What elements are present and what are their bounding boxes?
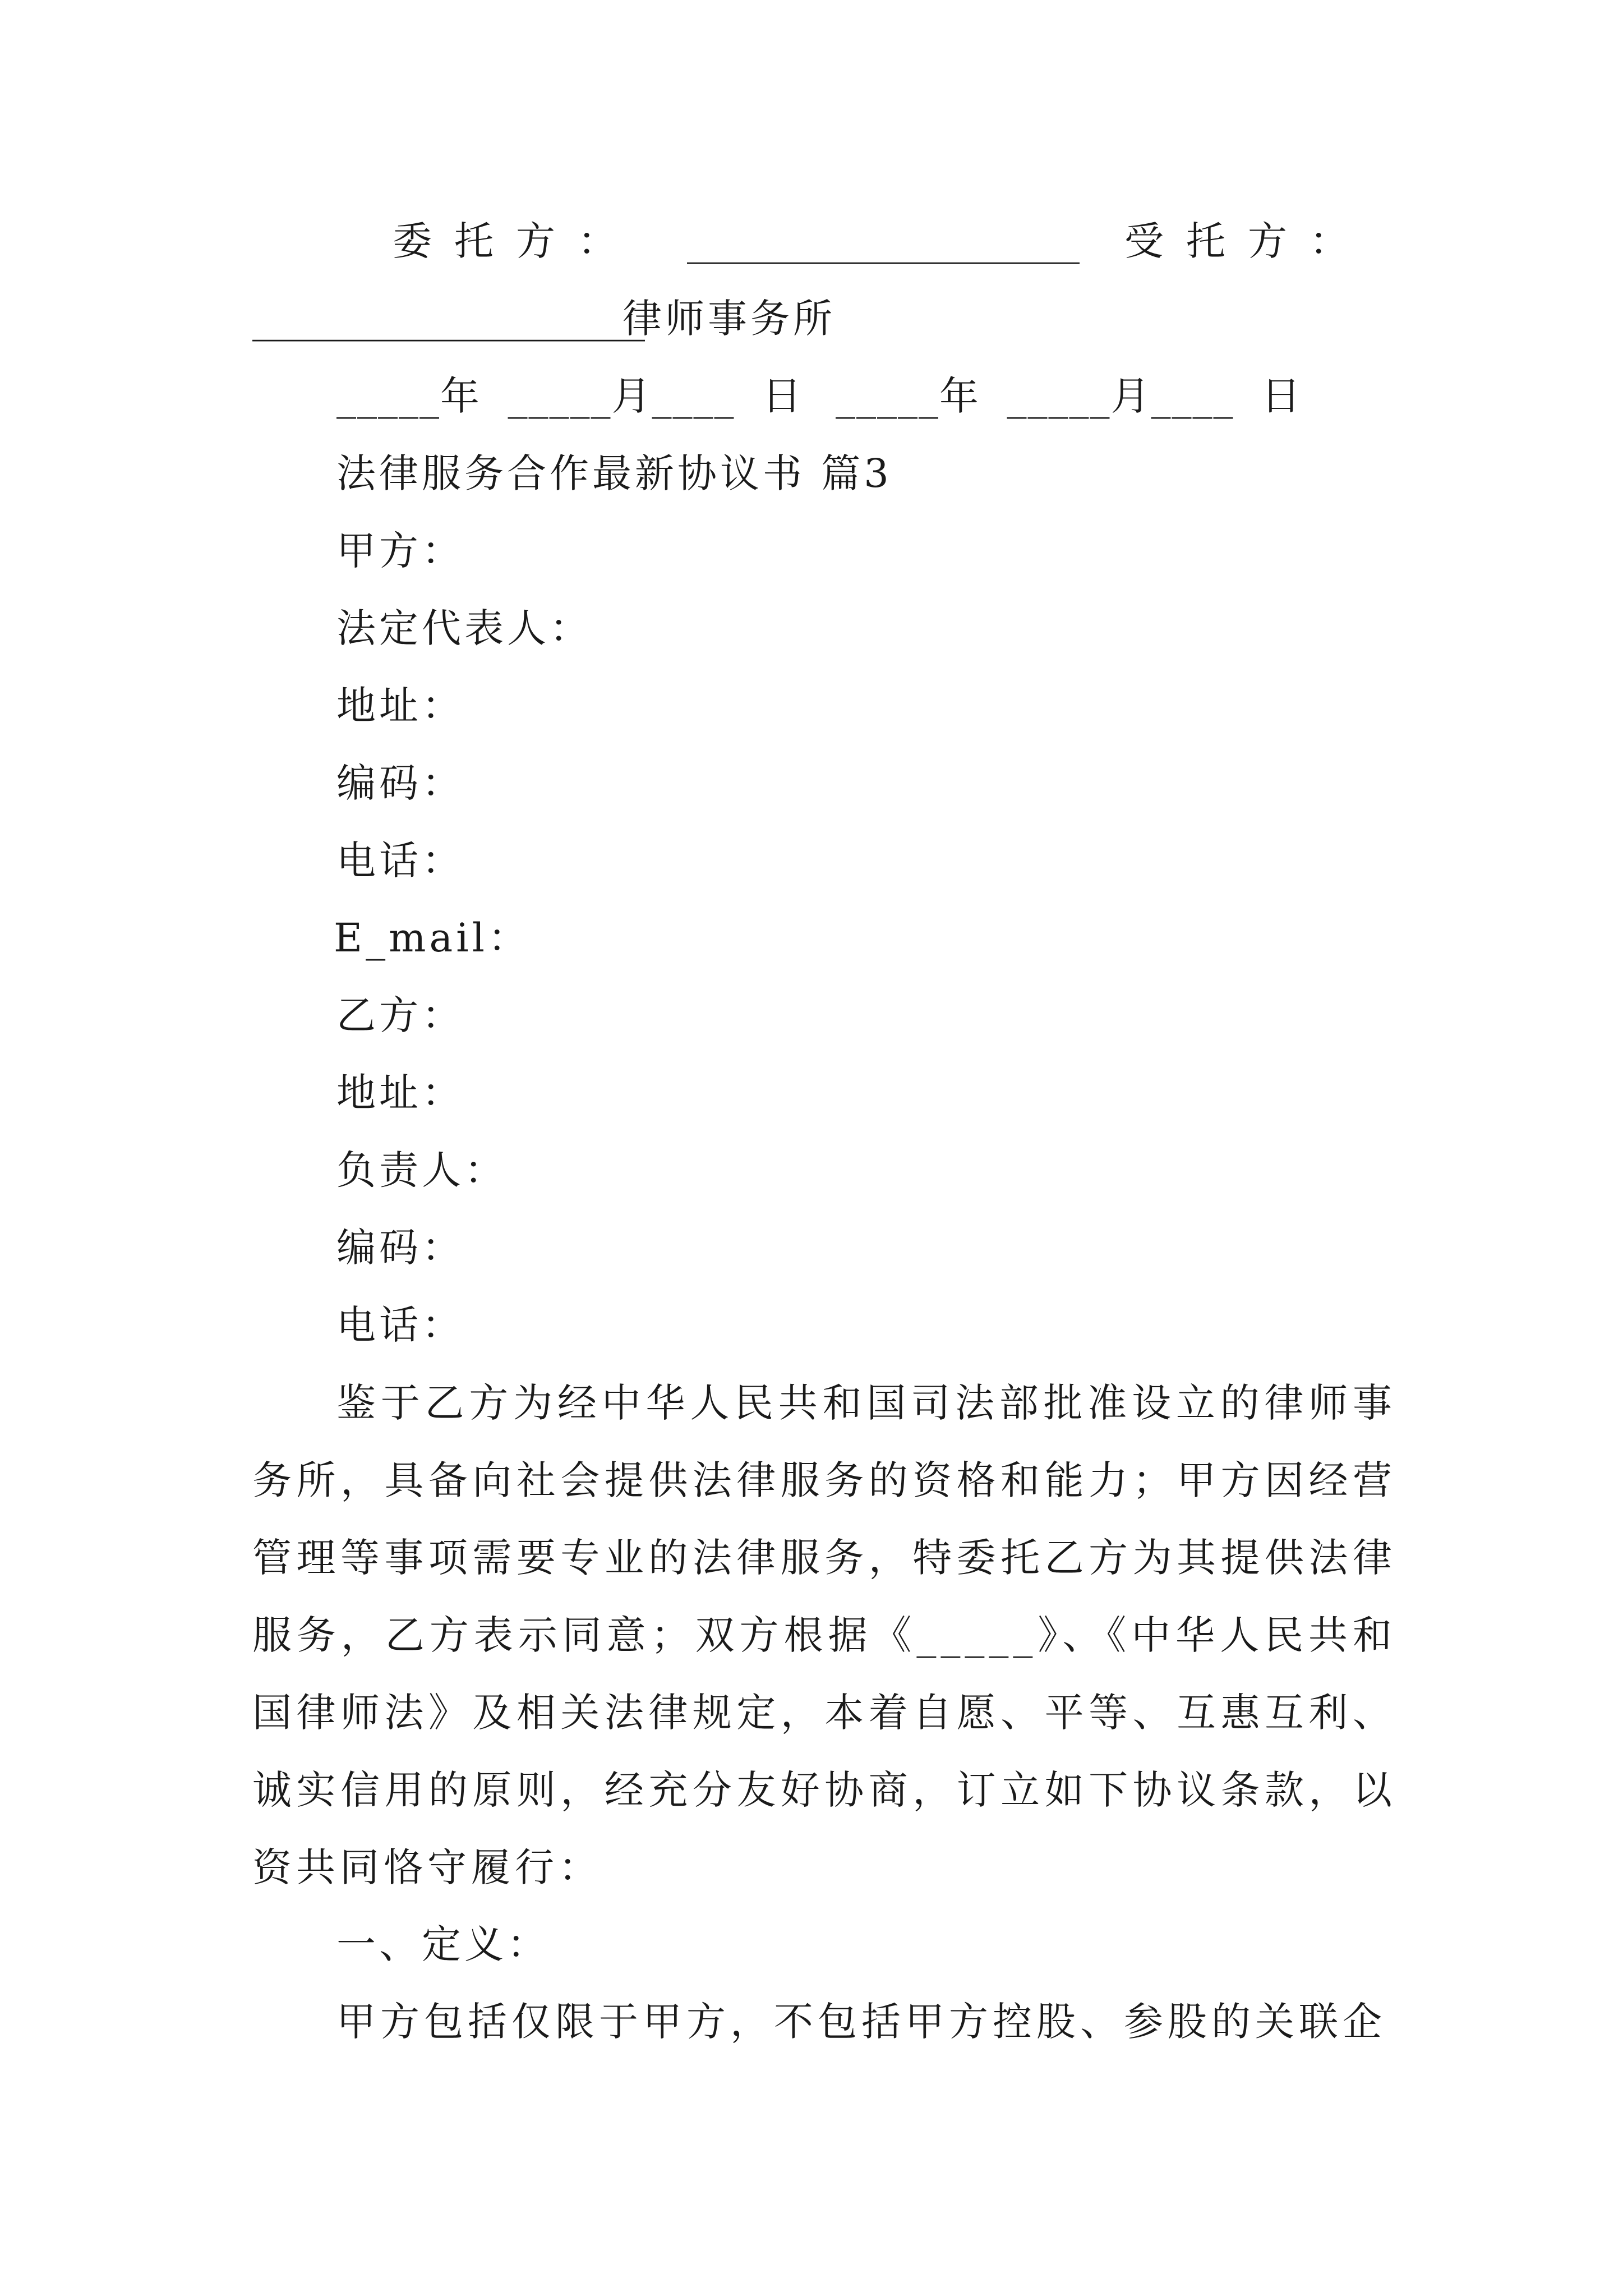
party-a-rep-label: 法定代表人： — [336, 605, 592, 651]
firm-blank: ____________________ — [252, 296, 645, 342]
client-label: 委托方： — [393, 218, 639, 264]
date-left: _____年 _____月____ 日 — [336, 373, 803, 419]
preamble-paragraph: 鉴于乙方为经中华人民共和国司法部批准设立的律师事务所，具备向社会提供法律服务的资格和能力；甲方因经营管理等事项需要专业的法律服务，特委托乙方为其提供法律服务，乙方表示同意；双方根据《_____》、《中华人民共和国律师法》及相关法律规定，本着自愿、平等、互惠互利、诚实信用的原则，经充分友好协商，订立如下协议条款，以资共同恪守履行： — [252, 1380, 1396, 1890]
party-b-code-label: 编码： — [336, 1225, 464, 1271]
party-a-phone-label: 电话： — [336, 838, 464, 884]
date-right: _____年 _____月____ 日 — [836, 373, 1302, 419]
party-a-address-label: 地址： — [336, 683, 464, 729]
party-a-code-label: 编码： — [336, 760, 464, 806]
section-title: 法律服务合作最新协议书 篇3 — [336, 450, 892, 496]
definitions-text: 甲方包括仅限于甲方，不包括甲方控股、参股的关联企 — [336, 1999, 1386, 2045]
party-b-address-label: 地址： — [336, 1070, 464, 1116]
party-b-head-label: 负责人： — [336, 1147, 507, 1193]
client-blank: ____________________ — [687, 218, 1080, 264]
party-a-label: 甲方： — [336, 528, 464, 574]
firm-suffix: 律师事务所 — [623, 296, 836, 342]
party-b-phone-label: 电话： — [336, 1302, 464, 1348]
party-b-label: 乙方： — [336, 992, 464, 1038]
definitions-heading: 一、定义： — [336, 1921, 550, 1967]
party-a-email-label: E_mail： — [334, 915, 531, 961]
agent-label: 受托方： — [1124, 218, 1371, 264]
